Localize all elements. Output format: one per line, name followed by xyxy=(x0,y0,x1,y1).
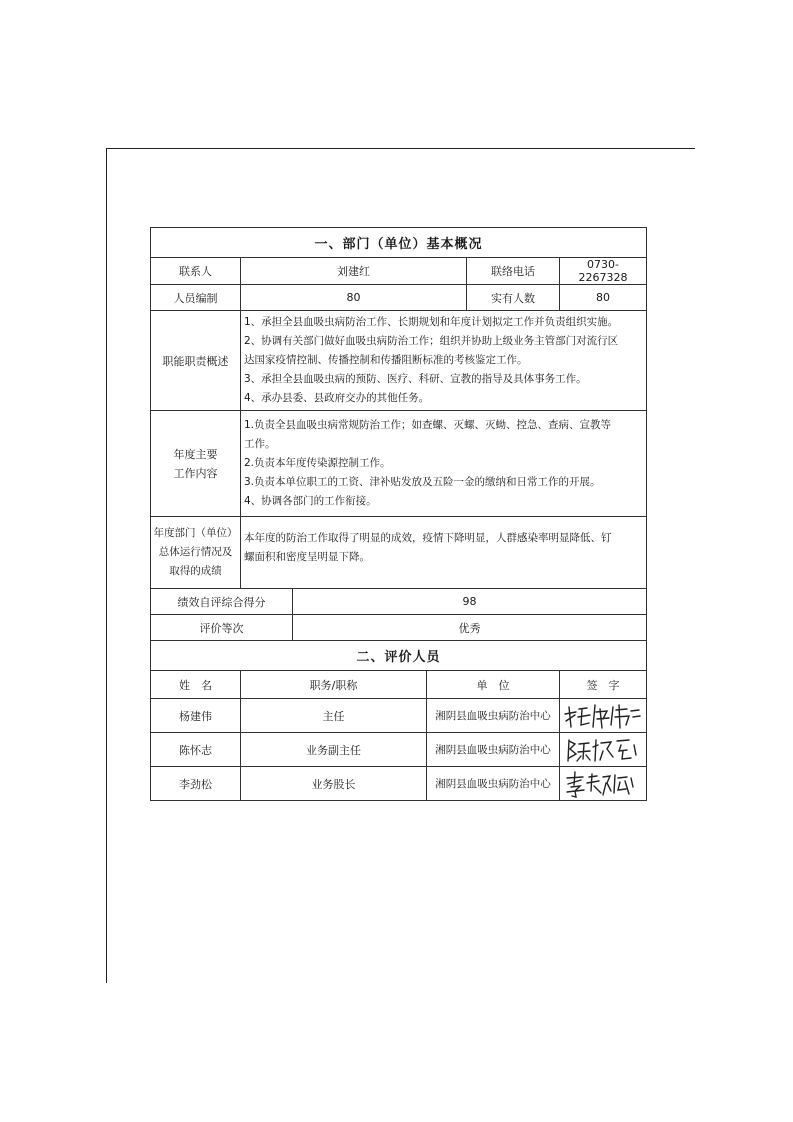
score-label: 绩效自评综合得分 xyxy=(151,589,293,615)
staff-title: 主任 xyxy=(241,699,427,733)
staff-quota-value: 80 xyxy=(241,285,467,311)
contact-row xyxy=(151,258,647,285)
annual-work-label xyxy=(151,411,241,517)
section2-title: 二、评价人员 xyxy=(151,641,647,671)
section2-header-row xyxy=(151,641,647,671)
staff-name: 李劲松 xyxy=(151,767,241,801)
col-header-name: 姓 名 xyxy=(151,671,241,699)
staff-quota-label: 人员编制 xyxy=(151,285,241,311)
duties-label: 职能职责概述 xyxy=(151,311,241,411)
grade-value: 优秀 xyxy=(293,615,647,641)
overall-label xyxy=(151,517,241,589)
annual-work-label-line: 工作内容 xyxy=(173,466,218,480)
phone-value: 0730-2267328 xyxy=(560,258,647,285)
col-header-signature: 签 字 xyxy=(560,671,647,699)
staff-header-row xyxy=(151,671,647,699)
section1-header-row xyxy=(151,228,647,258)
overall-content xyxy=(241,517,647,589)
staff-title: 业务股长 xyxy=(241,767,427,801)
annual-work-line: 2.负责本年度传染源控制工作。 xyxy=(244,457,391,469)
duties-row xyxy=(151,311,647,411)
phone-label: 联络电话 xyxy=(467,258,560,285)
handwritten-signature-chen xyxy=(563,735,643,765)
annual-work-line: 3.负责本单位职工的工资、津补贴发放及五险一金的缴纳和日常工作的开展。 xyxy=(244,476,601,488)
signature-cell xyxy=(560,733,647,767)
annual-work-line: 1.负责全县血吸虫病常规防治工作；如查螺、灭螺、灭蚴、控急、查病、宣教等 xyxy=(244,419,612,431)
duties-line: 2、协调有关部门做好血吸虫病防治工作；组织并协助上级业务主管部门对流行区 xyxy=(244,335,619,347)
overall-row xyxy=(151,517,647,589)
signature-cell xyxy=(560,767,647,801)
staff-unit: 湘阴县血吸虫病防治中心 xyxy=(427,699,560,733)
table-row xyxy=(151,733,647,767)
overall-label-line: 取得的成绩 xyxy=(169,565,222,577)
scan-border-top xyxy=(107,148,695,149)
grade-label: 评价等次 xyxy=(151,615,293,641)
actual-staff-label: 实有人数 xyxy=(467,285,560,311)
annual-work-line: 工作。 xyxy=(244,438,276,450)
handwritten-signature-yang xyxy=(563,701,643,731)
staff-unit: 湘阴县血吸虫病防治中心 xyxy=(427,767,560,801)
signature-cell xyxy=(560,699,647,733)
overall-label-line: 总体运行情况及 xyxy=(158,546,233,558)
section1-title: 一、部门（单位）基本概况 xyxy=(151,228,647,258)
annual-work-line: 4、协调各部门的工作衔接。 xyxy=(244,495,377,507)
duties-content xyxy=(241,311,647,411)
annual-work-row xyxy=(151,411,647,517)
overall-line: 本年度的防治工作取得了明显的成效，疫情下降明显，人群感染率明显降低、钉 xyxy=(244,532,612,544)
score-value: 98 xyxy=(293,589,647,615)
duties-line: 1、承担全县血吸虫病防治工作、长期规划和年度计划拟定工作并负责组织实施。 xyxy=(244,316,619,328)
table-row xyxy=(151,699,647,733)
staff-name: 陈怀志 xyxy=(151,733,241,767)
col-header-title: 职务/职称 xyxy=(241,671,427,699)
scan-border-left xyxy=(106,148,107,983)
actual-staff-value: 80 xyxy=(560,285,647,311)
contact-value: 刘建红 xyxy=(241,258,467,285)
staff-unit: 湘阴县血吸虫病防治中心 xyxy=(427,733,560,767)
staff-name: 杨建伟 xyxy=(151,699,241,733)
col-header-unit: 单 位 xyxy=(427,671,560,699)
duties-line: 3、承担全县血吸虫病的预防、医疗、科研、宣教的指导及具体事务工作。 xyxy=(244,373,587,385)
overall-line: 螺面积和密度呈明显下降。 xyxy=(244,551,370,563)
duties-line: 达国家疫情控制、传播控制和传播阻断标准的考核鉴定工作。 xyxy=(244,354,528,366)
annual-work-content xyxy=(241,411,647,517)
table-row xyxy=(151,767,647,801)
staff-title: 业务副主任 xyxy=(241,733,427,767)
evaluation-table xyxy=(150,227,647,801)
staff-row xyxy=(151,285,647,311)
contact-label: 联系人 xyxy=(151,258,241,285)
overall-label-line: 年度部门（单位） xyxy=(153,527,238,539)
handwritten-signature-li xyxy=(563,769,643,799)
grade-row xyxy=(151,615,647,641)
duties-line: 4、承办县委、县政府交办的其他任务。 xyxy=(244,392,430,404)
score-row xyxy=(151,589,647,615)
annual-work-label-line: 年度主要 xyxy=(173,447,218,461)
